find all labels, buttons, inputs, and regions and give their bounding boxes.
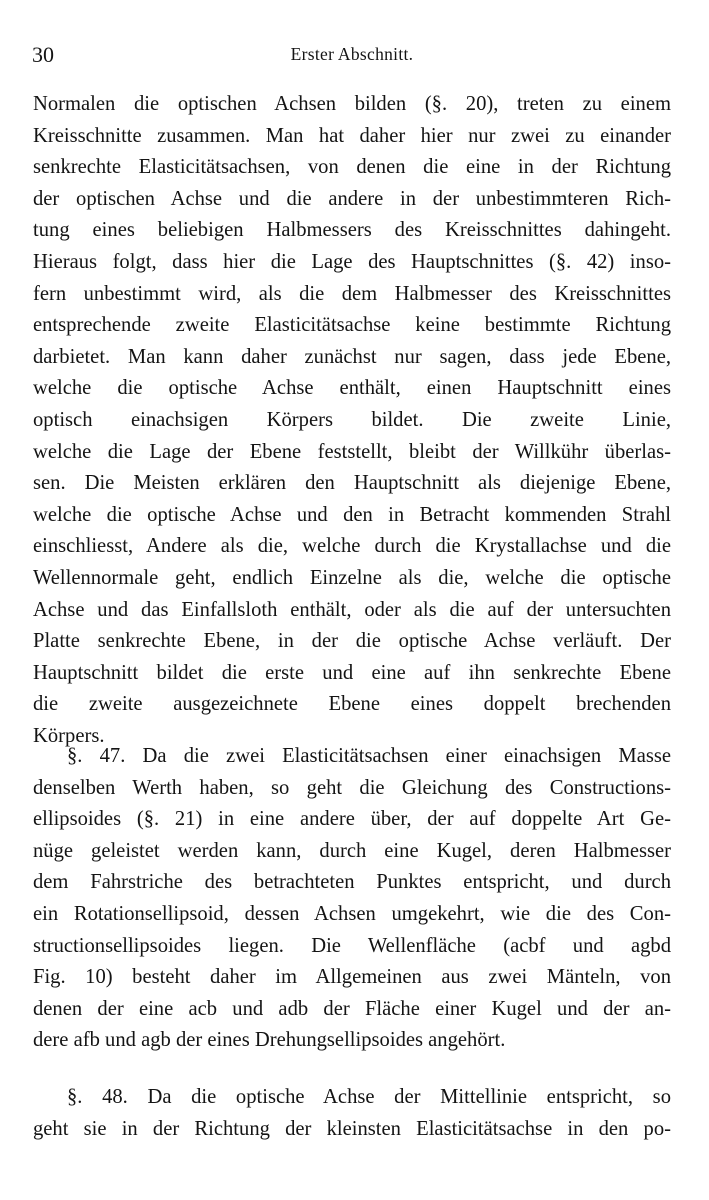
text-line: §. 47. Da die zwei Elasticitätsachsen einer einachsigen Masse (67, 745, 671, 767)
text-line: Körpers. (33, 724, 105, 747)
text-line: dere afb und agb der eines Drehungsellipsoides angehört. (33, 1029, 506, 1052)
text-line: denen der eine acb und adb der Fläche einer Kugel und der an- (33, 997, 671, 1020)
text-line: Wellennormale geht, endlich Einzelne als die, welche die optische (33, 566, 671, 589)
text-line: dem Fahrstriche des betrachteten Punktes entspricht, und durch (33, 871, 671, 894)
text-line: nüge geleistet werden kann, durch eine Kugel, deren Halbmesser (33, 839, 671, 862)
text-line: optisch einachsigen Körpers bildet. Die zweite Linie, (33, 408, 671, 431)
text-line: senkrechte Elasticitätsachsen, von denen die eine in der Richtung (33, 156, 671, 179)
paragraph-section-48 (33, 1082, 671, 1145)
text-line: welche die optische Achse und den in Betracht kommenden Strahl (33, 503, 671, 526)
text-line: tung eines beliebigen Halbmessers des Kreisschnittes dahingeht. (33, 219, 671, 242)
paragraph-optic-axis-main-section (33, 89, 671, 752)
text-line: ellipsoides (§. 21) in eine andere über, der auf doppelte Art Ge- (33, 808, 671, 831)
text-line: die zweite ausgezeichnete Ebene eines doppelt brechenden (33, 693, 671, 716)
text-line: Kreisschnitte zusammen. Man hat daher hier nur zwei zu einander (33, 124, 671, 147)
text-line: einschliesst, Andere als die, welche durch die Krystallachse und die (33, 535, 671, 558)
text-line: entsprechende zweite Elasticitätsachse keine bestimmte Richtung (33, 314, 671, 337)
text-line: ein Rotationsellipsoid, dessen Achsen umgekehrt, wie die des Con- (33, 902, 671, 925)
text-line: structionsellipsoides liegen. Die Wellenfläche (acbf und agbd (33, 934, 671, 957)
text-line: geht sie in der Richtung der kleinsten Elasticitätsachse in den po- (33, 1117, 671, 1140)
text-line: §. 48. Da die optische Achse der Mittellinie entspricht, so (67, 1086, 671, 1108)
text-line: Hauptschnitt bildet die erste und eine auf ihn senkrechte Ebene (33, 661, 671, 684)
text-line: der optischen Achse und die andere in der unbestimmteren Rich- (33, 187, 671, 210)
text-line: welche die optische Achse enthält, einen Hauptschnitt eines (33, 377, 671, 400)
text-line: denselben Werth haben, so geht die Gleichung des Constructions- (33, 776, 671, 799)
text-line: Normalen die optischen Achsen bilden (§. 20), treten zu einem (33, 93, 671, 115)
paragraph-section-47 (33, 741, 671, 1057)
text-line: Platte senkrechte Ebene, in der die optische Achse verläuft. Der (33, 630, 671, 653)
text-line: Hieraus folgt, dass hier die Lage des Hauptschnittes (§. 42) inso- (33, 250, 671, 273)
page-header (32, 40, 672, 70)
text-line: welche die Lage der Ebene feststellt, bleibt der Willkühr überlas- (33, 440, 671, 463)
text-line: darbietet. Man kann daher zunächst nur sagen, dass jede Ebene, (33, 345, 671, 368)
text-line: Achse und das Einfallsloth enthält, oder als die auf der untersuchten (33, 598, 671, 621)
page-number: 30 (32, 42, 54, 67)
text-line: Fig. 10) besteht daher im Allgemeinen aus zwei Mänteln, von (33, 966, 671, 989)
text-line: fern unbestimmt wird, als die dem Halbmesser des Kreisschnittes (33, 282, 671, 305)
running-title: Erster Abschnitt. (290, 44, 414, 64)
text-line: sen. Die Meisten erklären den Hauptschnitt als diejenige Ebene, (33, 472, 671, 495)
